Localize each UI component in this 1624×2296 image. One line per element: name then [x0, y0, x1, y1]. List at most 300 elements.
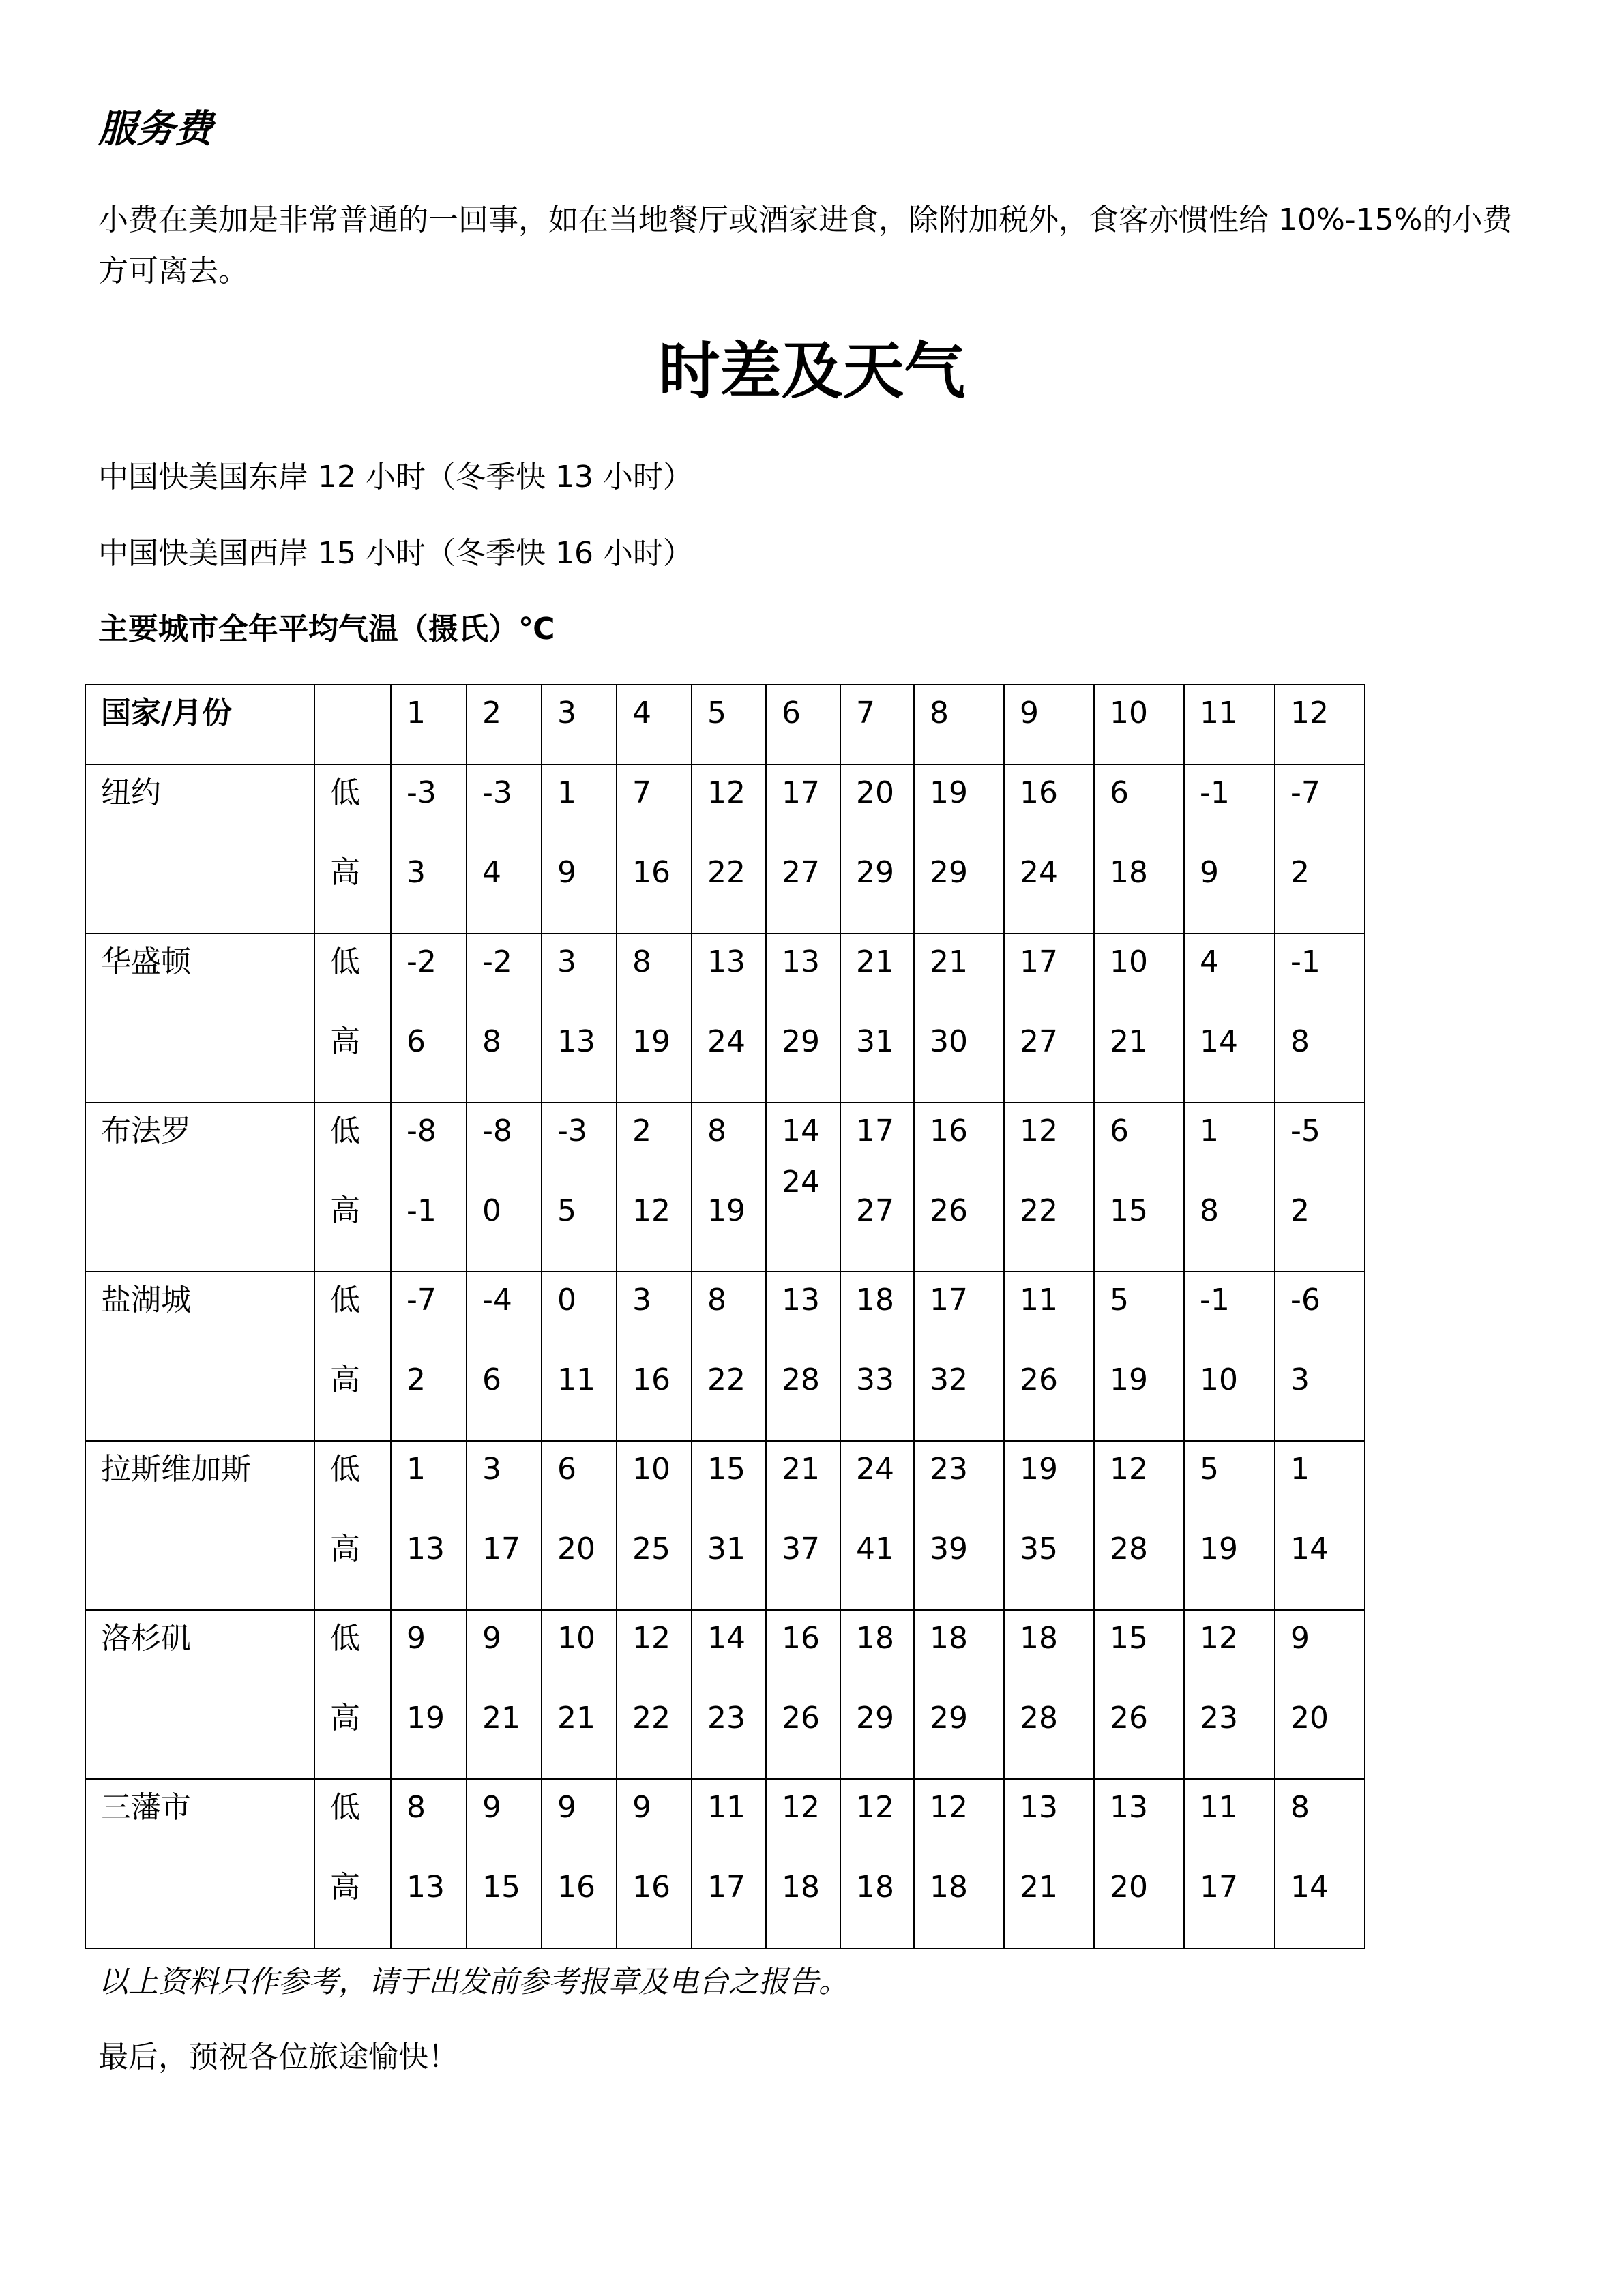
- low-temp: -3: [407, 775, 437, 810]
- temp-cell: [914, 1103, 1004, 1272]
- header-month: 5: [692, 685, 766, 764]
- high-temp: 9: [557, 855, 576, 890]
- temp-cell: [1004, 1103, 1094, 1272]
- high-temp: 29: [930, 855, 968, 890]
- high-temp: 6: [482, 1362, 501, 1397]
- table-row: [85, 1779, 1365, 1948]
- temp-cell: [617, 1272, 692, 1441]
- high-temp: 13: [407, 1532, 445, 1566]
- temp-cell: [1275, 1441, 1365, 1610]
- low-high-labels: [314, 1610, 391, 1779]
- low-label: 低: [330, 775, 360, 810]
- high-temp: 20: [1110, 1870, 1148, 1905]
- table-row: [85, 1103, 1365, 1272]
- temp-cell: [391, 934, 467, 1103]
- low-temp: 21: [856, 944, 894, 979]
- footer-wish: 最后，预祝各位旅途愉快！: [98, 2040, 458, 2074]
- temp-cell: [542, 1610, 617, 1779]
- temp-cell: [914, 1610, 1004, 1779]
- low-temp: 11: [1200, 1790, 1238, 1825]
- header-month: 8: [914, 685, 1004, 764]
- table-row: [85, 934, 1365, 1103]
- temp-cell: [467, 764, 542, 934]
- temp-cell: [1094, 1610, 1184, 1779]
- temp-cell: [391, 764, 467, 934]
- temp-cell: [1004, 934, 1094, 1103]
- low-temp: 8: [707, 1283, 726, 1317]
- high-temp: 22: [707, 855, 745, 890]
- low-temp: 17: [930, 1283, 968, 1317]
- high-label: 高: [330, 1024, 360, 1059]
- low-temp: 19: [1020, 1452, 1058, 1487]
- high-temp: 25: [632, 1532, 670, 1566]
- high-temp: 19: [632, 1024, 670, 1059]
- low-temp: 12: [1200, 1621, 1238, 1656]
- high-temp: 27: [1020, 1024, 1058, 1059]
- temp-cell: [840, 1779, 914, 1948]
- low-temp: 12: [632, 1621, 670, 1656]
- low-temp: 11: [707, 1790, 745, 1825]
- temp-cell: [766, 934, 840, 1103]
- high-temp: 15: [1110, 1193, 1148, 1228]
- temp-cell: [1184, 1103, 1275, 1272]
- low-temp: -1: [1290, 944, 1320, 979]
- high-temp: 8: [482, 1024, 501, 1059]
- high-temp: 21: [557, 1701, 595, 1735]
- high-temp: 24: [782, 1165, 820, 1199]
- temp-cell: [1004, 1779, 1094, 1948]
- temp-cell: [1275, 1779, 1365, 1948]
- temp-cell: [1094, 934, 1184, 1103]
- temp-cell: [467, 1272, 542, 1441]
- low-temp: 9: [482, 1790, 501, 1825]
- high-label: 高: [330, 855, 360, 890]
- low-temp: 16: [930, 1114, 968, 1148]
- table-caption: 主要城市全年平均气温（摄氏）℃: [98, 612, 555, 646]
- low-temp: -2: [482, 944, 512, 979]
- low-temp: 21: [930, 944, 968, 979]
- low-temp: 12: [707, 775, 745, 810]
- temp-cell: [467, 1610, 542, 1779]
- low-temp: 5: [1110, 1283, 1129, 1317]
- header-month: 4: [617, 685, 692, 764]
- low-temp: -4: [482, 1283, 512, 1317]
- low-high-labels: [314, 1103, 391, 1272]
- low-high-labels: [314, 764, 391, 934]
- low-temp: 4: [1200, 944, 1219, 979]
- low-temp: 17: [1020, 944, 1058, 979]
- high-temp: 3: [407, 855, 426, 890]
- low-temp: 10: [632, 1452, 670, 1487]
- temp-cell: [692, 764, 766, 934]
- high-temp: 31: [707, 1532, 745, 1566]
- temp-cell: [467, 1441, 542, 1610]
- footer-note: 以上资料只作参考，请于出发前参考报章及电台之报告。: [98, 1965, 848, 1999]
- low-temp: 14: [707, 1621, 745, 1656]
- temp-cell: [1184, 1272, 1275, 1441]
- city-name: 布法罗: [85, 1103, 314, 1272]
- table-row: [85, 1272, 1365, 1441]
- low-temp: -6: [1290, 1283, 1320, 1317]
- temp-cell: [1184, 764, 1275, 934]
- high-temp: 19: [1200, 1532, 1238, 1566]
- temp-cell: [391, 1272, 467, 1441]
- city-name: 三藩市: [85, 1779, 314, 1948]
- high-temp: 26: [782, 1701, 820, 1735]
- high-temp: 4: [482, 855, 501, 890]
- city-name: 洛杉矶: [85, 1610, 314, 1779]
- low-temp: 8: [632, 944, 651, 979]
- low-temp: 15: [1110, 1621, 1148, 1656]
- low-label: 低: [330, 1114, 360, 1148]
- high-temp: 19: [707, 1193, 745, 1228]
- low-temp: -2: [407, 944, 437, 979]
- high-temp: 32: [930, 1362, 968, 1397]
- temp-cell: [1275, 1103, 1365, 1272]
- low-temp: 12: [782, 1790, 820, 1825]
- low-temp: -8: [407, 1114, 437, 1148]
- temp-cell: [914, 764, 1004, 934]
- temp-cell: [1184, 1610, 1275, 1779]
- high-temp: 16: [632, 1362, 670, 1397]
- low-temp: 16: [782, 1621, 820, 1656]
- low-temp: 10: [1110, 944, 1148, 979]
- temp-cell: [766, 1441, 840, 1610]
- table-header-row: [85, 685, 1365, 764]
- temp-cell: [766, 1272, 840, 1441]
- high-temp: 28: [1020, 1701, 1058, 1735]
- high-temp: 15: [482, 1870, 520, 1905]
- high-temp: 14: [1290, 1532, 1329, 1566]
- low-temp: 9: [557, 1790, 576, 1825]
- temp-cell: [914, 1441, 1004, 1610]
- high-temp: 22: [707, 1362, 745, 1397]
- high-temp: 18: [782, 1870, 820, 1905]
- high-temp: 33: [856, 1362, 894, 1397]
- high-temp: 17: [1200, 1870, 1238, 1905]
- temp-cell: [1184, 1441, 1275, 1610]
- service-fee-paragraph: 小费在美加是非常普通的一回事，如在当地餐厅或酒家进食，除附加税外，食客亦惯性给 10%-15%的小费方可离去。: [98, 203, 1513, 288]
- low-temp: 1: [557, 775, 576, 810]
- low-temp: 14: [782, 1114, 820, 1148]
- high-temp: 21: [1020, 1870, 1058, 1905]
- temp-cell: [467, 934, 542, 1103]
- west-coast-line: 中国快美国西岸 15 小时（冬季快 16 小时）: [98, 536, 693, 571]
- temp-cell: [1275, 934, 1365, 1103]
- high-temp: 22: [632, 1701, 670, 1735]
- temp-cell: [840, 1103, 914, 1272]
- low-high-labels: [314, 1272, 391, 1441]
- temp-cell: [1004, 1441, 1094, 1610]
- temp-cell: [391, 1779, 467, 1948]
- high-temp: 23: [707, 1701, 745, 1735]
- high-temp: 20: [557, 1532, 595, 1566]
- low-high-labels: [314, 934, 391, 1103]
- low-temp: 10: [557, 1621, 595, 1656]
- low-temp: 20: [856, 775, 894, 810]
- temp-cell: [1004, 1610, 1094, 1779]
- header-month: 10: [1094, 685, 1184, 764]
- low-temp: 18: [930, 1621, 968, 1656]
- high-temp: 13: [557, 1024, 595, 1059]
- high-temp: 8: [1200, 1193, 1219, 1228]
- temp-cell: [692, 1779, 766, 1948]
- low-high-labels: [314, 1441, 391, 1610]
- low-temp: 12: [1110, 1452, 1148, 1487]
- temp-cell: [542, 1779, 617, 1948]
- low-temp: 23: [930, 1452, 968, 1487]
- low-temp: -1: [1200, 775, 1230, 810]
- low-temp: -3: [482, 775, 512, 810]
- high-temp: 5: [557, 1193, 576, 1228]
- header-month: 1: [391, 685, 467, 764]
- temp-cell: [542, 934, 617, 1103]
- low-temp: -8: [482, 1114, 512, 1148]
- high-temp: 18: [856, 1870, 894, 1905]
- high-temp: 24: [1020, 855, 1058, 890]
- high-label: 高: [330, 1362, 360, 1397]
- high-temp: -1: [407, 1193, 437, 1228]
- high-temp: 26: [930, 1193, 968, 1228]
- low-temp: 6: [1110, 775, 1129, 810]
- temp-cell: [914, 934, 1004, 1103]
- high-label: 高: [330, 1870, 360, 1905]
- high-temp: 14: [1200, 1024, 1238, 1059]
- high-temp: 29: [930, 1701, 968, 1735]
- high-temp: 28: [782, 1362, 820, 1397]
- high-temp: 2: [407, 1362, 426, 1397]
- temp-cell: [542, 1103, 617, 1272]
- high-temp: 2: [1290, 1193, 1310, 1228]
- header-blank: [314, 685, 391, 764]
- high-temp: 16: [557, 1870, 595, 1905]
- low-temp: 12: [1020, 1114, 1058, 1148]
- high-temp: 21: [482, 1701, 520, 1735]
- high-temp: 19: [407, 1701, 445, 1735]
- high-label: 高: [330, 1193, 360, 1228]
- high-temp: 14: [1290, 1870, 1329, 1905]
- temp-cell: [840, 1610, 914, 1779]
- temp-cell: [766, 1610, 840, 1779]
- low-temp: 21: [782, 1452, 820, 1487]
- low-temp: 11: [1020, 1283, 1058, 1317]
- temp-cell: [1004, 1272, 1094, 1441]
- high-temp: 6: [407, 1024, 426, 1059]
- low-temp: 19: [930, 775, 968, 810]
- low-temp: 13: [782, 944, 820, 979]
- high-temp: 21: [1110, 1024, 1148, 1059]
- temp-cell: [1184, 1779, 1275, 1948]
- temp-cell: [542, 1272, 617, 1441]
- high-temp: 17: [482, 1532, 520, 1566]
- high-temp: 18: [1110, 855, 1148, 890]
- high-temp: 13: [407, 1870, 445, 1905]
- low-temp: 8: [1290, 1790, 1310, 1825]
- high-temp: 27: [856, 1193, 894, 1228]
- high-temp: 30: [930, 1024, 968, 1059]
- header-month: 6: [766, 685, 840, 764]
- temp-cell: [1275, 764, 1365, 934]
- low-temp: 1: [1200, 1114, 1219, 1148]
- high-temp: 29: [782, 1024, 820, 1059]
- high-temp: 12: [632, 1193, 670, 1228]
- header-month: 9: [1004, 685, 1094, 764]
- low-temp: 7: [632, 775, 651, 810]
- high-temp: 20: [1290, 1701, 1329, 1735]
- low-temp: 13: [1110, 1790, 1148, 1825]
- low-temp: 0: [557, 1283, 576, 1317]
- high-temp: 3: [1290, 1362, 1310, 1397]
- low-temp: -1: [1200, 1283, 1230, 1317]
- low-temp: -3: [557, 1114, 587, 1148]
- low-temp: 24: [856, 1452, 894, 1487]
- high-temp: 39: [930, 1532, 968, 1566]
- low-temp: 13: [1020, 1790, 1058, 1825]
- low-temp: 9: [482, 1621, 501, 1656]
- low-temp: 12: [856, 1790, 894, 1825]
- temp-cell: [1004, 764, 1094, 934]
- high-temp: 16: [632, 855, 670, 890]
- temp-cell: [1275, 1610, 1365, 1779]
- low-temp: 8: [407, 1790, 426, 1825]
- time-weather-title: 时差及天气: [658, 336, 966, 407]
- temp-cell: [1094, 1779, 1184, 1948]
- low-temp: 1: [1290, 1452, 1310, 1487]
- low-label: 低: [330, 944, 360, 979]
- low-temp: 12: [930, 1790, 968, 1825]
- temp-cell: [840, 764, 914, 934]
- temp-cell: [766, 1779, 840, 1948]
- temp-cell: [1094, 1103, 1184, 1272]
- low-temp: 1: [407, 1452, 426, 1487]
- low-temp: -7: [407, 1283, 437, 1317]
- east-coast-line: 中国快美国东岸 12 小时（冬季快 13 小时）: [98, 460, 693, 494]
- temp-cell: [1094, 1272, 1184, 1441]
- service-fee-heading: 服务费: [98, 107, 213, 151]
- header-month: 2: [467, 685, 542, 764]
- high-temp: 18: [930, 1870, 968, 1905]
- high-temp: 27: [782, 855, 820, 890]
- low-temp: 6: [1110, 1114, 1129, 1148]
- high-temp: 26: [1110, 1701, 1148, 1735]
- low-temp: -7: [1290, 775, 1320, 810]
- low-label: 低: [330, 1283, 360, 1317]
- temp-cell: [467, 1103, 542, 1272]
- city-name: 纽约: [85, 764, 314, 934]
- high-temp: 19: [1110, 1362, 1148, 1397]
- low-temp: 3: [557, 944, 576, 979]
- temp-cell: [542, 1441, 617, 1610]
- temp-cell: [617, 764, 692, 934]
- low-label: 低: [330, 1621, 360, 1656]
- high-temp: 35: [1020, 1532, 1058, 1566]
- temp-cell: [692, 934, 766, 1103]
- temp-cell: [766, 764, 840, 934]
- temp-cell: [617, 934, 692, 1103]
- temp-cell: [692, 1103, 766, 1272]
- low-temp: 13: [782, 1283, 820, 1317]
- high-temp: 23: [1200, 1701, 1238, 1735]
- high-temp: 22: [1020, 1193, 1058, 1228]
- high-temp: 37: [782, 1532, 820, 1566]
- low-temp: -5: [1290, 1114, 1320, 1148]
- low-temp: 9: [1290, 1621, 1310, 1656]
- temp-cell: [1184, 934, 1275, 1103]
- header-month: 3: [542, 685, 617, 764]
- temp-cell: [692, 1441, 766, 1610]
- temp-cell: [840, 1272, 914, 1441]
- high-temp: 41: [856, 1532, 894, 1566]
- high-temp: 28: [1110, 1532, 1148, 1566]
- high-temp: 31: [856, 1024, 894, 1059]
- low-label: 低: [330, 1452, 360, 1487]
- low-label: 低: [330, 1790, 360, 1825]
- low-temp: 6: [557, 1452, 576, 1487]
- low-temp: 18: [856, 1283, 894, 1317]
- low-temp: 5: [1200, 1452, 1219, 1487]
- temp-cell: [617, 1441, 692, 1610]
- temp-cell: [914, 1779, 1004, 1948]
- low-temp: 9: [407, 1621, 426, 1656]
- table-row: [85, 1610, 1365, 1779]
- high-temp: 2: [1290, 855, 1310, 890]
- city-name: 盐湖城: [85, 1272, 314, 1441]
- high-temp: 26: [1020, 1362, 1058, 1397]
- header-month: 12: [1275, 685, 1365, 764]
- low-temp: 15: [707, 1452, 745, 1487]
- low-temp: 3: [482, 1452, 501, 1487]
- header-month: 11: [1184, 685, 1275, 764]
- table-row: [85, 1441, 1365, 1610]
- low-temp: 9: [632, 1790, 651, 1825]
- high-temp: 11: [557, 1362, 595, 1397]
- temp-cell: [391, 1103, 467, 1272]
- low-high-labels: [314, 1779, 391, 1948]
- temp-cell: [692, 1610, 766, 1779]
- temp-cell: [542, 764, 617, 934]
- temp-cell: [617, 1610, 692, 1779]
- low-temp: 8: [707, 1114, 726, 1148]
- high-temp: 24: [707, 1024, 745, 1059]
- temp-cell: [467, 1779, 542, 1948]
- header-month: 7: [840, 685, 914, 764]
- city-name: 华盛顿: [85, 934, 314, 1103]
- high-temp: 17: [707, 1870, 745, 1905]
- high-temp: 10: [1200, 1362, 1238, 1397]
- high-temp: 29: [856, 855, 894, 890]
- high-temp: 29: [856, 1701, 894, 1735]
- high-temp: 16: [632, 1870, 670, 1905]
- low-temp: 18: [1020, 1621, 1058, 1656]
- temp-cell: [391, 1441, 467, 1610]
- low-temp: 13: [707, 944, 745, 979]
- temp-cell: [617, 1103, 692, 1272]
- temp-cell: [766, 1103, 840, 1272]
- temp-cell: [914, 1272, 1004, 1441]
- city-name: 拉斯维加斯: [85, 1441, 314, 1610]
- temp-cell: [1094, 764, 1184, 934]
- low-temp: 3: [632, 1283, 651, 1317]
- low-temp: 17: [856, 1114, 894, 1148]
- temp-cell: [692, 1272, 766, 1441]
- temp-cell: [617, 1779, 692, 1948]
- temp-cell: [840, 934, 914, 1103]
- table-row: [85, 764, 1365, 934]
- high-temp: 0: [482, 1193, 501, 1228]
- low-temp: 18: [856, 1621, 894, 1656]
- temp-cell: [1094, 1441, 1184, 1610]
- high-temp: 8: [1290, 1024, 1310, 1059]
